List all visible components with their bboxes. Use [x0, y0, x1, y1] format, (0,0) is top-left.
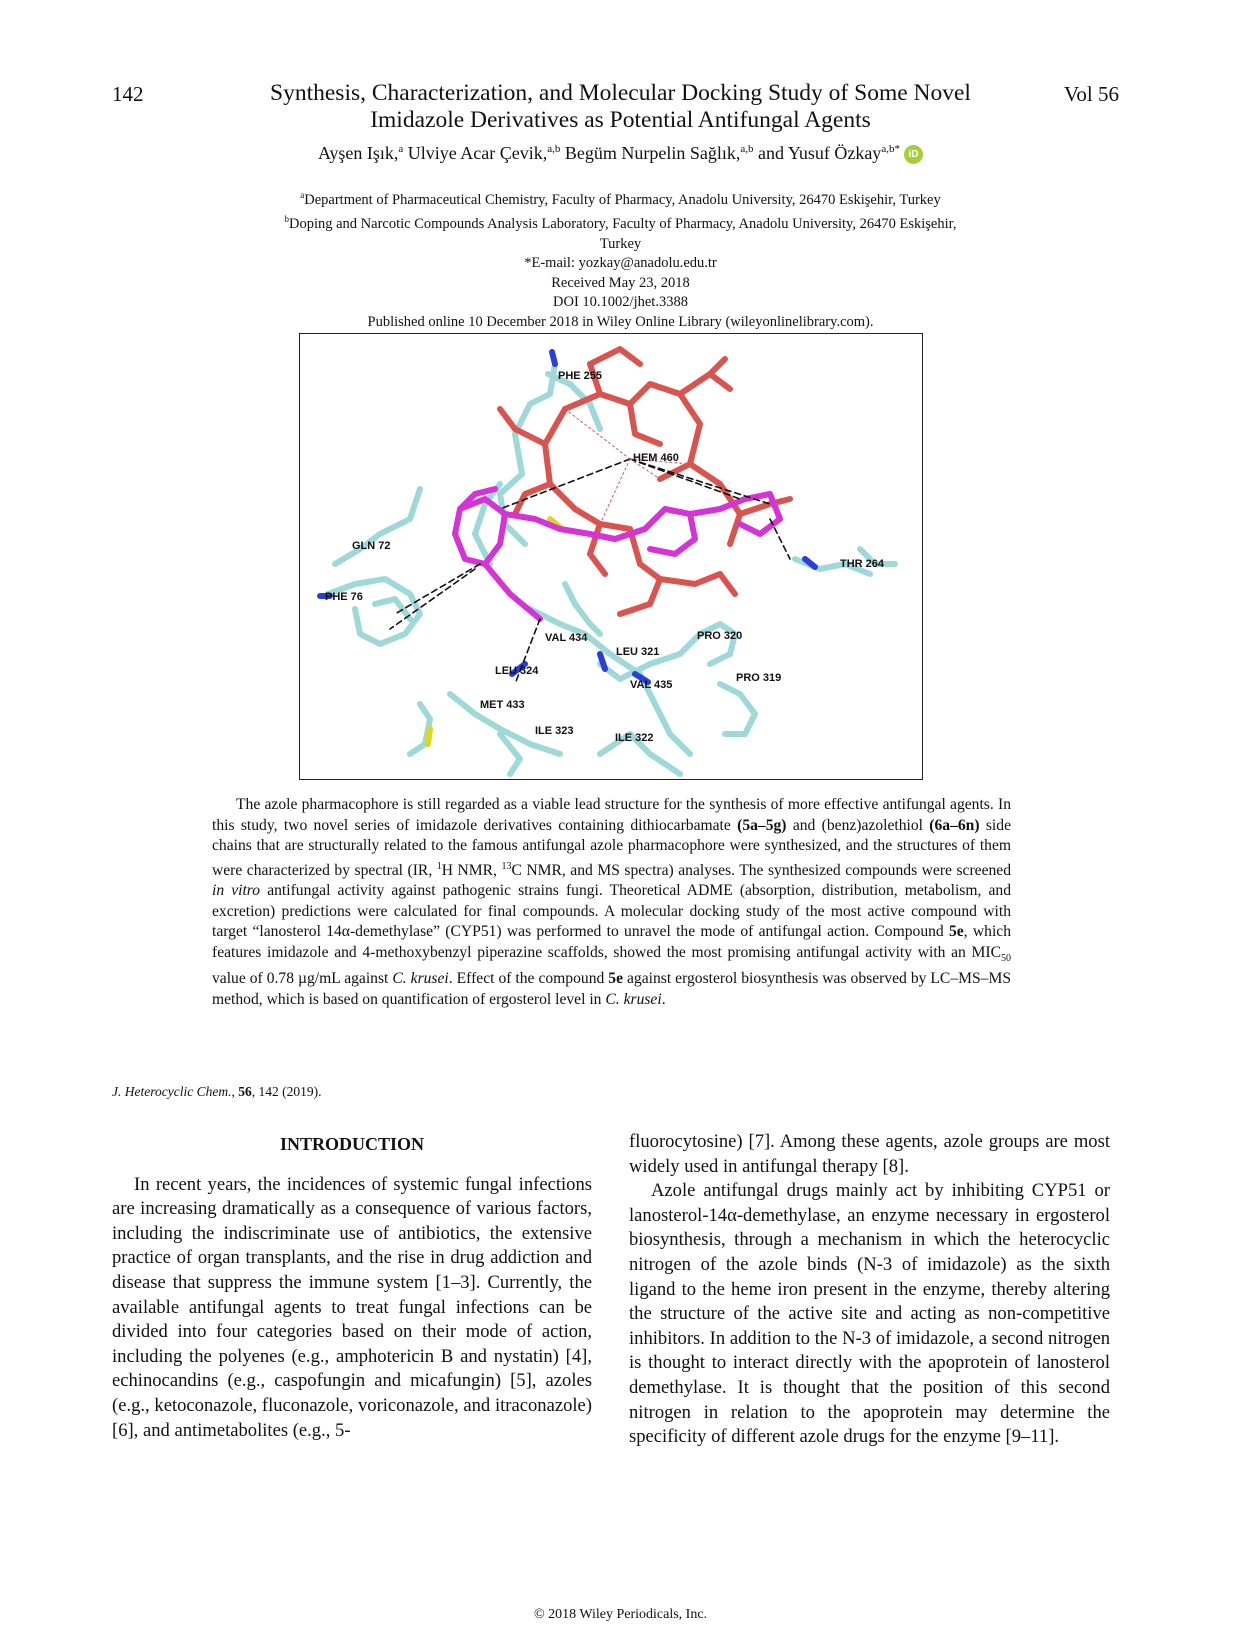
- author-1: Ayşen Işık,: [318, 143, 399, 163]
- docking-figure: [299, 333, 923, 780]
- abstract: The azole pharmacophore is still regarded as a viable lead structure for the synthesis of more effective antifungal agents. In this study, two novel series of imidazole derivatives containing dithiocarbamate (5a–5g) and (benz)azolethiol (6a–6n) side chains that are structurally related to the famous antifungal azole pharmacophore were synthesized, and the structures of them were characterized by spectral (IR, $^1$H NMR, $^{13}$C NMR, and MS spectra) analyses. The synthesized compounds were screened in vitro antifungal activity against pathogenic strains fungi. Theoretical ADME (absorption, distribution, metabolism, and excretion) predictions were calculated for final compounds. A molecular docking study of the most active compound with target “lanosterol 14α-demethylase” (CYP51) was performed to unravel the mode of antifungal action. Compound 5e, which features imidazole and 4-methoxybenzyl piperazine scaffolds, showed the most promising antifungal activity with an $MIC_{50}$ value of 0.78 µg/mL against C. krusei. Effect of the compound 5e against ergosterol biosynthesis was observed by LC–MS–MS method, which is based on quantification of ergosterol level in C. krusei.: [212, 796, 1012, 1008]
- label-leu321: LEU 321: [616, 646, 660, 658]
- affiliation-b: $^b$Doping and Narcotic Compounds Analysis Laboratory, Faculty of Pharmacy, Anadolu University, 26470 Eskişehir,: [284, 214, 957, 233]
- protein-residues: [328, 364, 895, 774]
- article-title: [200, 80, 1041, 134]
- label-ile322: ILE 322: [615, 732, 654, 744]
- doi[interactable]: DOI 10.1002/jhet.3388: [553, 294, 688, 311]
- label-hem460: HEM 460: [633, 452, 679, 464]
- corresponding-star: *: [894, 143, 900, 155]
- intro-paragraph-1: In recent years, the incidences of systemic fungal infections are increasing dramatically as a consequence of various factors, including the indiscriminate use of antibiotics, the extensive practice of organ transplants, and the rise in drug addiction and disease that suppress the immune system [1–3]. Currently, the available antifungal agents to treat fungal infections can be divided into four categories based on their mode of action, including the polyenes (e.g., amphotericin B and nystatin) [4], echinocandins (e.g., caspofungin and micafungin) [5], azoles (e.g., ketoconazole, fluconazole, voriconazole, and itraconazole) [6], and antimetabolites (e.g., 5-: [112, 1173, 592, 1441]
- received-date: Received May 23, 2018: [551, 274, 690, 291]
- label-leu324: LEU 324: [495, 665, 539, 677]
- email[interactable]: *E-mail: yozkay@anadolu.edu.tr: [524, 255, 717, 272]
- author-4: and Yusuf Özkay: [753, 143, 882, 163]
- author-1-affil: a: [398, 143, 404, 155]
- intro-paragraph-2: Azole antifungal drugs mainly act by inhibiting CYP51 or lanosterol-14α-demethylase, an enzyme necessary in ergosterol biosynthesis, through a mechanism in which the heterocyclic nitrogen of the azole binds (N-3 of imidazole) as the sixth ligand to the heme iron present in the enzyme, thereby altering the structure of the active site and acting as non-competitive inhibitors. In addition to the N-3 of imidazole, a second nitrogen is thought to interact directly with the apoprotein of lanosterol demethylase. It is thought that the position of this second nitrogen in relation to the apoprotein may determine the specificity of different azole drugs for the enzyme [9–11].: [629, 1180, 1110, 1448]
- label-val434: VAL 434: [545, 632, 588, 644]
- copyright-footer: © 2018 Wiley Periodicals, Inc.: [533, 1607, 708, 1622]
- author-2-affil: a,b: [547, 143, 561, 155]
- heme-group: [500, 349, 790, 614]
- label-gln72: GLN 72: [352, 540, 391, 552]
- label-val435: VAL 435: [630, 679, 673, 691]
- author-3-affil: a,b: [740, 143, 754, 155]
- label-phe255: PHE 255: [558, 370, 603, 382]
- label-pro319: PRO 319: [736, 672, 782, 684]
- label-ile323: ILE 323: [535, 725, 574, 737]
- left-column: [112, 1130, 592, 1443]
- title-line-1: Synthesis, Characterization, and Molecular Docking Study of Some Novel: [270, 80, 971, 106]
- affiliation-a: $^a$Department of Pharmaceutical Chemistry, Faculty of Pharmacy, Anadolu University, 26470 Eskişehir, Turkey: [300, 190, 941, 208]
- title-line-2: Imidazole Derivatives as Potential Antifungal Agents: [370, 107, 871, 133]
- docking-illustration: [300, 334, 922, 779]
- author-2: Ulviye Acar Çevik,: [403, 143, 548, 163]
- author-3: Begüm Nurpelin Sağlık,: [560, 143, 741, 163]
- affiliations: [200, 186, 1041, 332]
- page-number: 142: [112, 82, 144, 106]
- affiliation-b-cont: Turkey: [599, 235, 642, 252]
- label-phe76: PHE 76: [325, 591, 363, 603]
- heme-contacts: [565, 409, 690, 524]
- intro-paragraph-1-cont: fluorocytosine) [7]. Among these agents, azole groups are most widely used in antifungal therapy [8].: [629, 1131, 1110, 1177]
- right-column: [629, 1130, 1110, 1450]
- volume-label: Vol 56: [1063, 82, 1119, 106]
- journal-citation: J. Heterocyclic Chem., 56, 142 (2019).: [112, 1084, 322, 1099]
- residue-labels: [325, 370, 885, 744]
- author-list: [200, 143, 1041, 164]
- label-met433: MET 433: [480, 699, 525, 711]
- label-pro320: PRO 320: [697, 630, 743, 642]
- author-4-affil: a,b*: [881, 143, 900, 155]
- orcid-icon[interactable]: iD: [904, 145, 923, 164]
- label-thr264: THR 264: [840, 558, 885, 570]
- published-line: Published online 10 December 2018 in Wiley Online Library (wileyonlinelibrary.com).: [367, 313, 874, 330]
- intro-heading: INTRODUCTION: [279, 1134, 425, 1154]
